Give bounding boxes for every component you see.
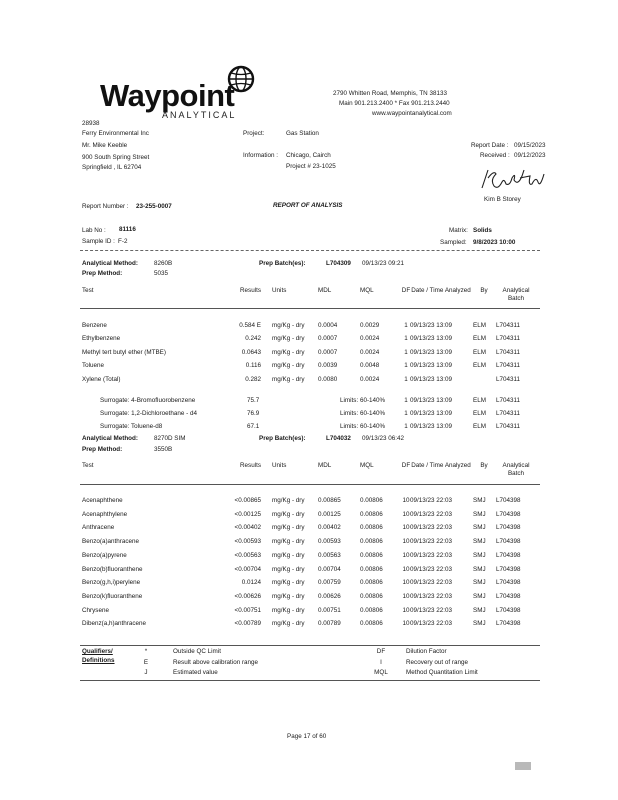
s1-method-label: Analytical Method: xyxy=(82,260,138,267)
units: mg/Kg - dry xyxy=(272,362,305,370)
s2-method-label: Analytical Method: xyxy=(82,435,138,442)
analyzed-datetime: 09/13/23 22:03 xyxy=(410,538,453,546)
dilution-factor: 1 xyxy=(404,362,408,370)
analytical-batch: L704398 xyxy=(496,565,521,573)
client-code: 28938 xyxy=(82,120,100,127)
mql: 0.00806 xyxy=(360,592,383,600)
information-value: Chicago, Cairch xyxy=(286,152,331,159)
analyzed-datetime: 09/13/23 22:03 xyxy=(410,510,453,518)
mdl: 0.00759 xyxy=(318,579,341,587)
result: 0.0124 xyxy=(241,579,261,587)
analytical-batch: L704311 xyxy=(496,423,521,430)
column-header: Test xyxy=(82,287,94,294)
analyte-name: Chrysene xyxy=(82,606,109,614)
result: <0.00402 xyxy=(234,524,261,532)
column-header: Date / Time Analyzed xyxy=(411,462,471,469)
analyte-name: Benzo(a)anthracene xyxy=(82,538,140,546)
analyzed-datetime: 09/13/23 13:09 xyxy=(410,375,453,383)
s1-header-rule xyxy=(80,308,540,309)
analyst: SMJ xyxy=(473,606,486,614)
client-contact: Mr. Mike Keeble xyxy=(82,142,128,149)
analytical-batch: L704311 xyxy=(496,397,521,404)
dilution-factor: 10 xyxy=(402,538,410,546)
analyst: SMJ xyxy=(473,620,486,628)
column-header: Analytical Batch xyxy=(502,287,530,302)
s1-batch: L704309 xyxy=(326,260,351,267)
client-street: 900 South Spring Street xyxy=(82,154,150,161)
lab-no-label: Lab No : xyxy=(82,227,106,234)
analytical-batch: L704398 xyxy=(496,524,521,532)
analyte-name: Benzo(g,h,i)perylene xyxy=(82,579,141,587)
mdl: 0.00563 xyxy=(318,551,341,559)
mql: 0.00806 xyxy=(360,579,383,587)
result: <0.00626 xyxy=(234,592,261,600)
surrogate-limits: Limits: 60-140% xyxy=(340,423,386,430)
analytical-batch: L704398 xyxy=(496,510,521,518)
s2-prep-method-label: Prep Method: xyxy=(82,446,123,453)
analyzed-datetime: 09/13/23 13:09 xyxy=(410,362,453,370)
analyzed-datetime: 09/13/23 13:09 xyxy=(410,397,453,404)
analyst: ELM xyxy=(473,410,486,417)
signature xyxy=(478,166,548,197)
qualifier-code: I xyxy=(380,658,382,666)
units: mg/Kg - dry xyxy=(272,497,305,504)
mql: 0.00806 xyxy=(360,620,383,628)
qualifier-code: J xyxy=(144,669,148,676)
received-label: Received : xyxy=(480,152,510,159)
surrogate-result: 75.7 xyxy=(247,397,260,404)
company-logo xyxy=(100,78,237,120)
surrogate-name: Surrogate: 1,2-Dichloroethane - d4 xyxy=(100,410,197,417)
sampled-label: Sampled: xyxy=(440,239,467,246)
dilution-factor: 1 xyxy=(404,322,408,329)
dilution-factor: 10 xyxy=(402,551,410,559)
column-header: DF xyxy=(401,462,411,469)
qualifier-definition: Outside QC Limit xyxy=(173,648,221,655)
mql: 0.0024 xyxy=(360,335,380,343)
units: mg/Kg - dry xyxy=(272,375,305,383)
surrogate-name: Surrogate: Toluene-d8 xyxy=(100,423,163,430)
analyte-name: Methyl tert butyl ether (MTBE) xyxy=(82,348,166,356)
dilution-factor: 10 xyxy=(402,606,410,614)
mql: 0.0029 xyxy=(360,322,380,329)
qualifiers-top-rule xyxy=(80,645,540,646)
result: <0.00704 xyxy=(234,565,261,573)
analyte-name: Acenaphthylene xyxy=(82,510,128,518)
dilution-factor: 10 xyxy=(402,592,410,600)
qualifier-definition: Recovery out of range xyxy=(406,658,468,666)
analyte-name: Dibenz(a,h)anthracene xyxy=(82,620,147,628)
analyst: ELM xyxy=(473,322,486,329)
result: <0.00125 xyxy=(234,510,261,518)
mdl: 0.00789 xyxy=(318,620,341,628)
units: mg/Kg - dry xyxy=(272,579,305,587)
analyst: SMJ xyxy=(473,565,486,573)
mdl: 0.0007 xyxy=(318,348,338,356)
sample-divider xyxy=(80,250,540,251)
analyst: ELM xyxy=(473,423,486,430)
qualifier-definition: Estimated value xyxy=(173,669,218,676)
analyst: ELM xyxy=(473,348,486,356)
column-header: Results xyxy=(240,287,261,294)
analyst: SMJ xyxy=(473,592,486,600)
project-value: Gas Station xyxy=(286,130,319,137)
mql: 0.00806 xyxy=(360,524,383,532)
report-number-label: Report Number : xyxy=(82,203,129,210)
analytical-batch: L704311 xyxy=(496,335,521,343)
analyte-name: Ethylbenzene xyxy=(82,335,121,343)
s2-batch: L704032 xyxy=(326,435,351,442)
qualifiers-label-1: Qualifiers/ xyxy=(82,648,113,655)
sample-id: F-2 xyxy=(118,238,128,245)
analytical-batch: L704311 xyxy=(496,410,521,417)
information-label: Information : xyxy=(243,152,278,159)
result: 0.584 E xyxy=(239,322,261,329)
qualifier-definition: Result above calibration range xyxy=(173,658,259,666)
analytical-batch: L704311 xyxy=(496,362,521,370)
column-header: Units xyxy=(272,287,287,294)
result: 0.0643 xyxy=(241,348,261,356)
result: <0.00563 xyxy=(234,551,261,559)
column-header: Analytical Batch xyxy=(502,462,530,477)
dilution-factor: 1 xyxy=(404,423,408,430)
analyzed-datetime: 09/13/23 22:03 xyxy=(410,497,453,504)
mdl: 0.0039 xyxy=(318,362,338,370)
units: mg/Kg - dry xyxy=(272,551,305,559)
report-date-label: Report Date : xyxy=(471,142,509,149)
mdl: 0.00125 xyxy=(318,510,341,518)
column-header: Results xyxy=(240,462,261,469)
result: <0.00751 xyxy=(234,606,261,614)
mql: 0.00806 xyxy=(360,551,383,559)
analyte-name: Benzo(b)fluoranthene xyxy=(82,565,143,573)
dilution-factor: 10 xyxy=(402,510,410,518)
signature-text xyxy=(478,166,479,167)
dilution-factor: 10 xyxy=(402,565,410,573)
analyst: SMJ xyxy=(473,510,486,518)
mdl: 0.00751 xyxy=(318,606,341,614)
units: mg/Kg - dry xyxy=(272,322,305,329)
matrix: Solids xyxy=(473,227,492,234)
page-number: Page 17 of 60 xyxy=(287,733,327,740)
surrogate-result: 67.1 xyxy=(247,423,260,430)
analytical-batch: L704398 xyxy=(496,579,521,587)
column-header: Test xyxy=(82,462,94,469)
mql: 0.0024 xyxy=(360,375,380,383)
analytical-batch: L704398 xyxy=(496,606,521,614)
result: <0.00865 xyxy=(234,497,261,504)
mql: 0.0024 xyxy=(360,348,380,356)
sampled: 9/8/2023 10:00 xyxy=(473,239,516,246)
s1-prep-method: 5035 xyxy=(154,270,169,277)
analyzed-datetime: 09/13/23 13:09 xyxy=(410,348,453,356)
units: mg/Kg - dry xyxy=(272,620,305,628)
analytical-batch: L704311 xyxy=(496,322,521,329)
analyte-name: Toluene xyxy=(82,362,105,370)
column-header: Units xyxy=(272,462,287,469)
surrogate-result: 76.9 xyxy=(247,410,260,417)
units: mg/Kg - dry xyxy=(272,348,305,356)
logo-subtitle: ANALYTICAL xyxy=(162,110,237,120)
report-date: 09/15/2023 xyxy=(514,142,546,149)
units: mg/Kg - dry xyxy=(272,565,305,573)
column-header: MQL xyxy=(360,287,374,294)
analyzed-datetime: 09/13/23 22:03 xyxy=(410,606,453,614)
mql: 0.00806 xyxy=(360,606,383,614)
mdl: 0.00593 xyxy=(318,538,341,546)
analytical-batch: L704398 xyxy=(496,538,521,546)
project-label: Project: xyxy=(243,130,265,137)
s1-prep-method-label: Prep Method: xyxy=(82,270,123,277)
column-header: MDL xyxy=(318,462,332,469)
analyst: SMJ xyxy=(473,497,486,504)
s2-method: 8270D SIM xyxy=(154,435,186,442)
corner-mark xyxy=(515,762,531,770)
client-name: Ferry Environmental Inc xyxy=(82,130,149,137)
dilution-factor: 1 xyxy=(404,348,408,356)
surrogate-limits: Limits: 60-140% xyxy=(340,410,386,417)
analyzed-datetime: 09/13/23 22:03 xyxy=(410,592,453,600)
client-city: Springfield , IL 62704 xyxy=(82,164,142,171)
dilution-factor: 10 xyxy=(402,620,410,628)
analyte-name: Benzo(k)fluoranthene xyxy=(82,592,143,600)
units: mg/Kg - dry xyxy=(272,335,305,343)
sample-id-label: Sample ID : xyxy=(82,238,115,245)
qualifier-code: DF xyxy=(376,648,386,655)
column-header: MDL xyxy=(318,287,332,294)
dilution-factor: 10 xyxy=(402,497,410,504)
analyzed-datetime: 09/13/23 22:03 xyxy=(410,524,453,532)
company-address-line2: Main 901.213.2400 * Fax 901.213.2440 xyxy=(339,100,450,107)
analyte-name: Acenaphthene xyxy=(82,497,123,504)
globe-icon xyxy=(226,64,256,94)
column-header: Date / Time Analyzed xyxy=(411,287,471,294)
qualifier-definition: Dilution Factor xyxy=(406,648,447,655)
mdl: 0.0004 xyxy=(318,322,338,329)
analyst: ELM xyxy=(473,335,486,343)
column-header: DF xyxy=(401,287,411,294)
dilution-factor: 1 xyxy=(404,375,408,383)
dilution-factor: 1 xyxy=(404,410,408,417)
qualifier-code: MQL xyxy=(374,669,388,676)
units: mg/Kg - dry xyxy=(272,592,305,600)
analyzed-datetime: 09/13/23 22:03 xyxy=(410,565,453,573)
mql: 0.00806 xyxy=(360,497,383,504)
analytical-batch: L704311 xyxy=(496,375,521,383)
signature-mark xyxy=(478,166,548,192)
s1-batch-label: Prep Batch(es): xyxy=(259,260,306,267)
mql: 0.0048 xyxy=(360,362,380,370)
qualifier-definition: Method Quantitation Limit xyxy=(406,669,478,676)
analyst: SMJ xyxy=(473,524,486,532)
signatory-name: Kim B Storey xyxy=(484,196,521,203)
result: <0.00593 xyxy=(234,538,261,546)
analytical-batch: L704398 xyxy=(496,620,521,628)
s2-batch-label: Prep Batch(es): xyxy=(259,435,306,442)
s2-prep-method: 3550B xyxy=(154,446,173,453)
column-header: By xyxy=(480,462,488,469)
units: mg/Kg - dry xyxy=(272,606,305,614)
received-date: 09/12/2023 xyxy=(514,152,546,159)
mql: 0.00806 xyxy=(360,538,383,546)
units: mg/Kg - dry xyxy=(272,524,305,532)
analyst: ELM xyxy=(473,362,486,370)
analytical-batch: L704398 xyxy=(496,592,521,600)
mdl: 0.0007 xyxy=(318,335,338,343)
result: 0.116 xyxy=(245,362,261,370)
report-title: REPORT OF ANALYSIS xyxy=(273,202,343,209)
analyte-name: Anthracene xyxy=(82,524,115,532)
logo-wordmark: Waypoint xyxy=(100,78,235,113)
s1-batch-date: 09/13/23 09:21 xyxy=(362,260,405,267)
analyzed-datetime: 09/13/23 22:03 xyxy=(410,551,453,559)
analyzed-datetime: 09/13/23 13:09 xyxy=(410,335,453,343)
s1-method: 8260B xyxy=(154,260,173,267)
dilution-factor: 1 xyxy=(404,335,408,343)
result: 0.282 xyxy=(245,375,261,383)
analyzed-datetime: 09/13/23 22:03 xyxy=(410,620,453,628)
matrix-label: Matrix: xyxy=(449,227,468,234)
mdl: 0.0080 xyxy=(318,375,338,383)
analyzed-datetime: 09/13/23 13:09 xyxy=(410,322,453,329)
analyte-name: Benzo(a)pyrene xyxy=(82,551,127,559)
column-header: By xyxy=(480,287,488,294)
analytical-batch: L704398 xyxy=(496,497,521,504)
company-address-line1: 2790 Whitten Road, Memphis, TN 38133 xyxy=(333,90,447,97)
analyst: SMJ xyxy=(473,538,486,546)
qualifiers-label-2: Definitions xyxy=(82,657,115,664)
result: <0.00789 xyxy=(234,620,261,628)
analyzed-datetime: 09/13/23 13:09 xyxy=(410,423,453,430)
analyzed-datetime: 09/13/23 22:03 xyxy=(410,579,453,587)
analytical-batch: L704311 xyxy=(496,348,521,356)
surrogate-limits: Limits: 60-140% xyxy=(340,397,386,404)
analyte-name: Xylene (Total) xyxy=(82,375,121,383)
lab-no: 81116 xyxy=(119,226,136,233)
result: 0.242 xyxy=(245,335,261,343)
dilution-factor: 10 xyxy=(402,524,410,532)
column-header: MQL xyxy=(360,462,374,469)
units: mg/Kg - dry xyxy=(272,538,305,546)
analyzed-datetime: 09/13/23 13:09 xyxy=(410,410,453,417)
analyst: ELM xyxy=(473,397,486,404)
mql: 0.00806 xyxy=(360,565,383,573)
mdl: 0.00704 xyxy=(318,565,341,573)
s2-batch-date: 09/13/23 06:42 xyxy=(362,435,405,442)
dilution-factor: 1 xyxy=(404,397,408,404)
mdl: 0.00865 xyxy=(318,497,341,504)
surrogate-name: Surrogate: 4-Bromofluorobenzene xyxy=(100,397,196,404)
report-number: 23-255-0007 xyxy=(136,203,172,210)
analytical-batch: L704398 xyxy=(496,551,521,559)
qualifiers-bottom-rule xyxy=(80,680,540,681)
mql: 0.00806 xyxy=(360,510,383,518)
company-website: www.waypointanalytical.com xyxy=(372,110,452,117)
mdl: 0.00626 xyxy=(318,592,341,600)
analyst: SMJ xyxy=(473,579,486,587)
project-number: Project # 23-1025 xyxy=(286,163,336,170)
units: mg/Kg - dry xyxy=(272,510,305,518)
dilution-factor: 10 xyxy=(402,579,410,587)
analyst: SMJ xyxy=(473,551,486,559)
analyte-name: Benzene xyxy=(82,322,107,329)
qualifier-code: * xyxy=(144,648,148,655)
s2-header-rule xyxy=(80,484,540,485)
qualifier-code: E xyxy=(143,658,149,666)
mdl: 0.00402 xyxy=(318,524,341,532)
